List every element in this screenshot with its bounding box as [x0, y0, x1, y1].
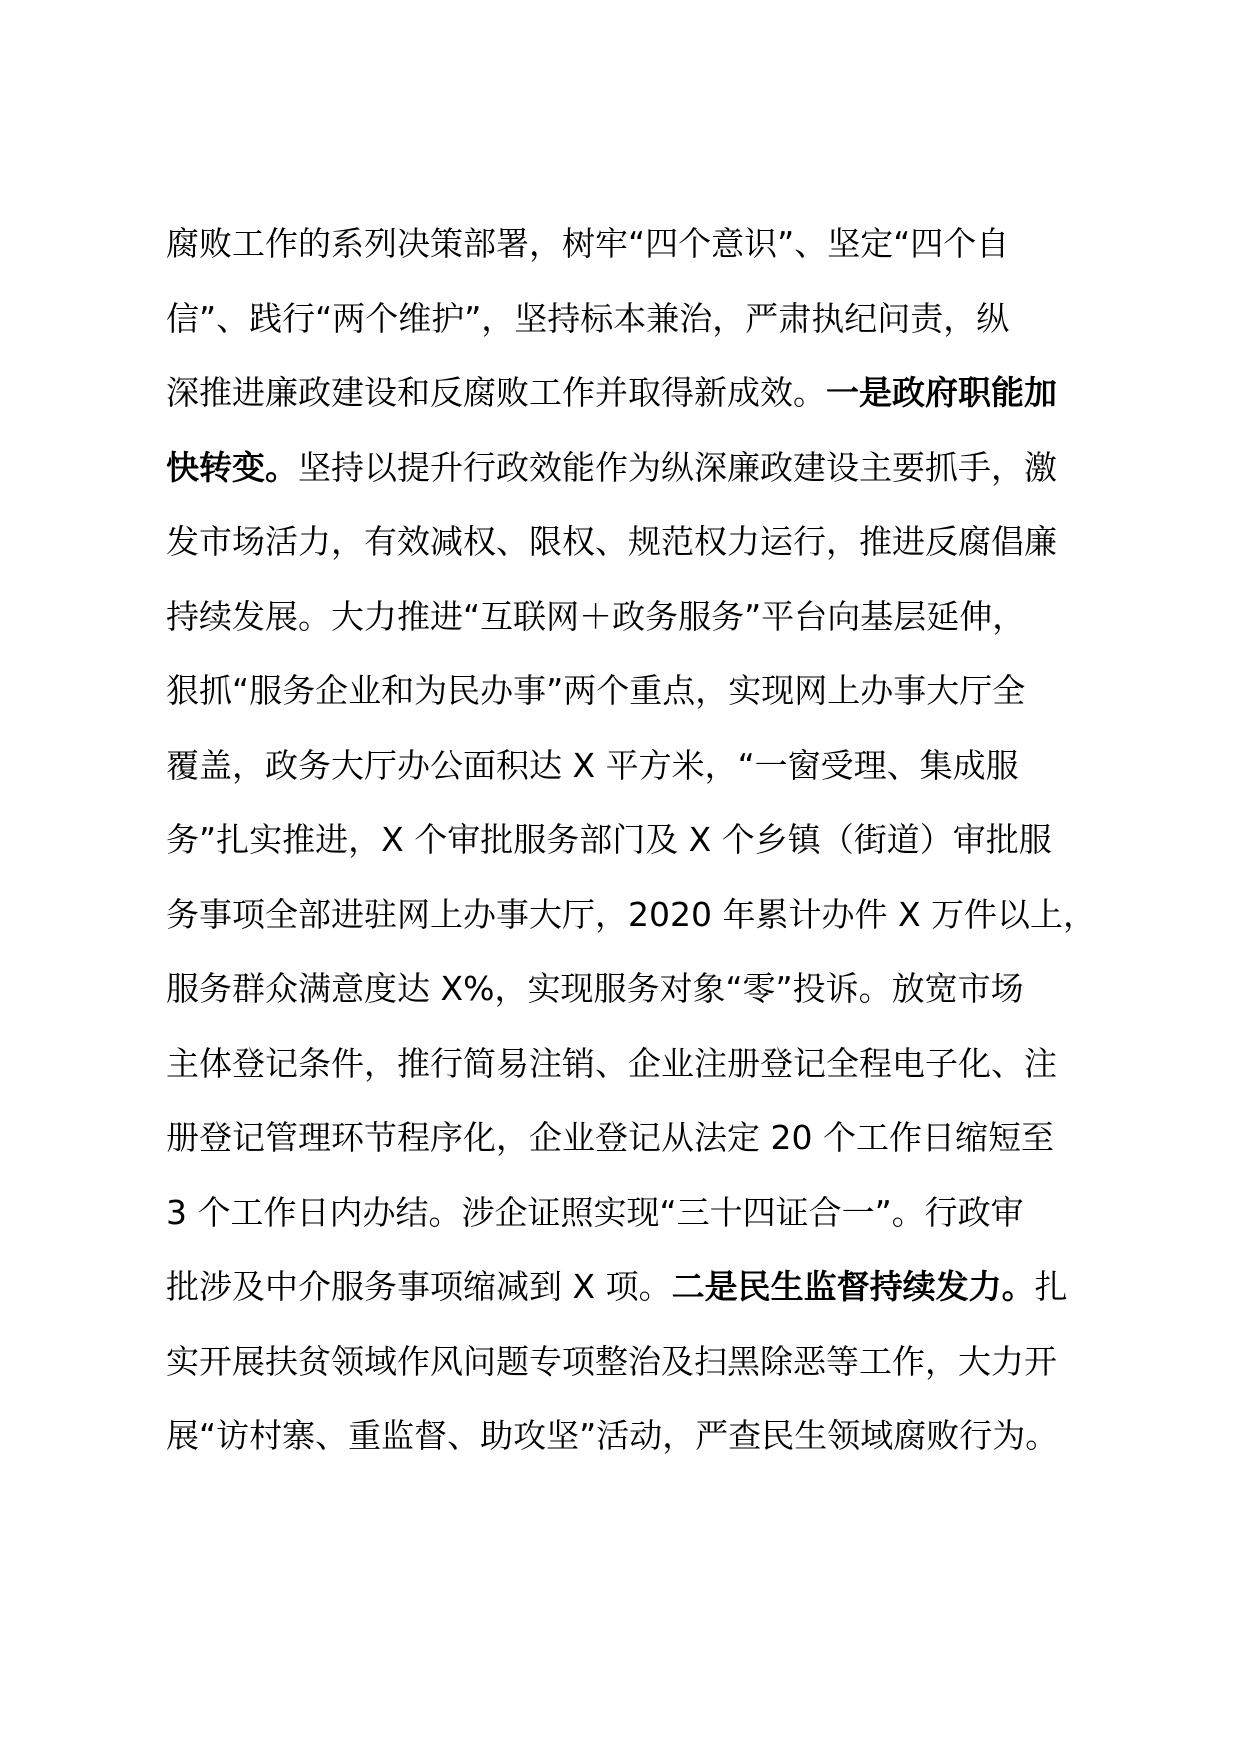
text-run: 3 个工作日内办结。涉企证照实现“三十四证合一”。行政审	[166, 1192, 1024, 1232]
text-line-14	[166, 1176, 1106, 1251]
text-line-6	[166, 580, 1106, 655]
text-run: 批涉及中介服务事项缩减到 X 项。	[166, 1267, 672, 1306]
text-line-7	[166, 654, 1106, 729]
body-text	[166, 224, 1106, 1474]
text-line-9	[166, 803, 1106, 878]
text-run: 发市场活力，有效减权、限权、规范权力运行，推进反腐倡廉	[166, 522, 1057, 561]
text-line-15	[166, 1250, 1106, 1325]
text-line-12	[166, 1027, 1106, 1102]
text-run: 册登记管理环节程序化，企业登记从法定 20 个工作日缩短至	[166, 1118, 1054, 1157]
text-run: 坚持以提升行政效能作为纵深廉政建设主要抓手，激	[298, 447, 1057, 487]
text-run: 覆盖，政务大厅办公面积达 X 平方米，“一窗受理、集成服	[166, 745, 1019, 785]
text-run: 扎	[1034, 1267, 1068, 1306]
text-run: 主体登记条件，推行简易注销、企业注册登记全程电子化、注	[166, 1043, 1057, 1083]
text-line-2	[166, 282, 1106, 357]
text-line-11	[166, 952, 1106, 1027]
text-run: 信”、践行“两个维护”，坚持标本兼治，严肃执纪问责，纵	[166, 298, 1010, 338]
text-run: 深推进廉政建设和反腐败工作并取得新成效。	[166, 373, 826, 412]
text-line-4	[166, 431, 1106, 506]
text-line-3	[166, 356, 1106, 431]
text-line-5	[166, 505, 1106, 580]
section-heading-2: 二是民生监督持续发力。	[671, 1267, 1035, 1306]
section-heading-1-start: 一是政府职能加	[826, 373, 1057, 412]
text-run: 服务群众满意度达 X%，实现服务对象“零”投诉。放宽市场	[166, 969, 1024, 1008]
text-run: 狠抓“服务企业和为民办事”两个重点，实现网上办事大厅全	[166, 671, 1026, 710]
text-line-16	[166, 1325, 1106, 1400]
text-run: 务事项全部进驻网上办事大厅，2020 年累计办件 X 万件以上，	[166, 894, 1097, 934]
text-run: 实开展扶贫领域作风问题专项整治及扫黑除恶等工作，大力开	[166, 1341, 1057, 1381]
text-line-17	[166, 1399, 1106, 1474]
text-run: 展“访村寨、重监督、助攻坚”活动，严查民生领域腐败行为。	[166, 1416, 1059, 1455]
section-heading-1-end: 快转变。	[166, 447, 298, 487]
text-line-1	[166, 207, 1106, 282]
text-run: 务”扎实推进，X 个审批服务部门及 X 个乡镇（街道）审批服	[166, 820, 1052, 859]
text-run: 腐败工作的系列决策部署，树牢“四个意识”、坚定“四个自	[166, 224, 1010, 263]
text-line-8	[166, 729, 1106, 804]
text-run: 持续发展。大力推进“互联网＋政务服务”平台向基层延伸，	[166, 596, 1026, 636]
text-line-10	[166, 878, 1106, 953]
text-line-13	[166, 1101, 1106, 1176]
